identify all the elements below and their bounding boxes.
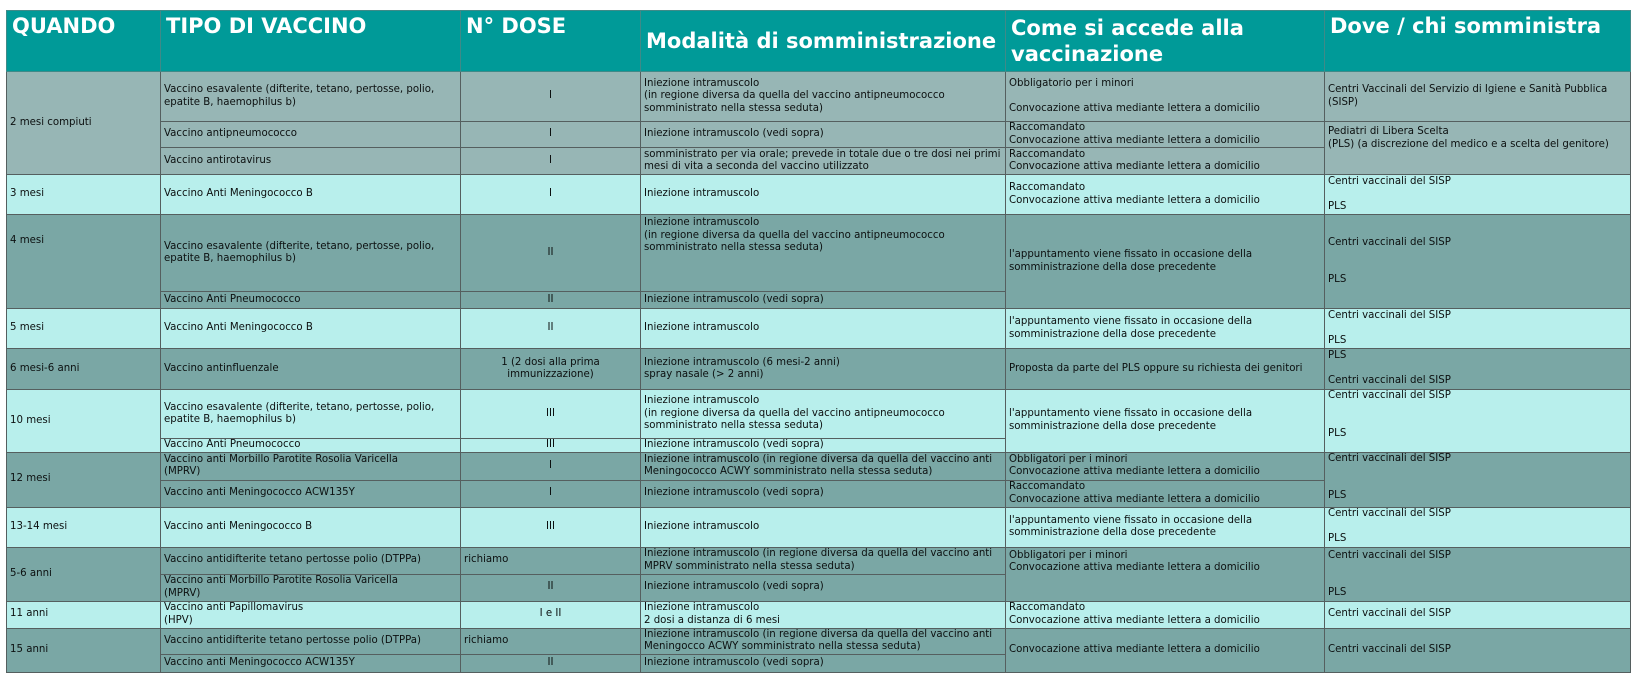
cell-accesso: Raccomandato Convocazione attiva mediante lettera a domicilio xyxy=(1006,122,1325,148)
cell-dose: III xyxy=(461,507,641,547)
table-row xyxy=(7,628,1631,654)
cell-tipo: Vaccino antidifterite tetano pertosse polio (DTPPa) xyxy=(161,547,461,574)
cell-dose: II xyxy=(461,309,641,349)
cell-modalita: Iniezione intramuscolo (in regione diversa da quella del vaccino anti Meningocco ACWY somministrato nella stessa seduta) xyxy=(641,628,1006,654)
cell-dove: Centri vaccinali del SISP PLS xyxy=(1325,507,1631,547)
cell-dose: III xyxy=(461,390,641,439)
table-row xyxy=(7,72,1631,122)
table-row xyxy=(7,390,1631,439)
cell-dose: III xyxy=(461,439,641,453)
cell-accesso: Raccomandato Convocazione attiva mediante lettera a domicilio xyxy=(1006,148,1325,175)
cell-modalita: Iniezione intramuscolo (in regione diversa da quella del vaccino antipneumococco somministrato nella stessa seduta) xyxy=(641,215,1006,292)
cell-modalita: Iniezione intramuscolo (vedi sopra) xyxy=(641,122,1006,148)
cell-quando: 5 mesi xyxy=(7,309,161,349)
header-dove: Dove / chi somministra xyxy=(1325,11,1631,72)
cell-modalita: Iniezione intramuscolo (vedi sopra) xyxy=(641,439,1006,453)
cell-accesso: l'appuntamento viene fissato in occasione della somministrazione della dose precedente xyxy=(1006,390,1325,453)
table-row xyxy=(7,175,1631,215)
cell-dove: Centri vaccinali del SISP PLS xyxy=(1325,452,1631,507)
cell-dose: richiamo xyxy=(461,547,641,574)
cell-tipo: Vaccino antidifterite tetano pertosse polio (DTPPa) xyxy=(161,628,461,654)
header-quando: QUANDO xyxy=(7,11,161,72)
cell-quando: 4 mesi xyxy=(7,215,161,309)
cell-tipo: Vaccino Anti Meningococco B xyxy=(161,175,461,215)
cell-quando: 6 mesi-6 anni xyxy=(7,349,161,390)
cell-tipo: Vaccino anti Meningococco ACW135Y xyxy=(161,480,461,507)
header-tipo: TIPO DI VACCINO xyxy=(161,11,461,72)
cell-dose: richiamo xyxy=(461,628,641,654)
cell-modalita: Iniezione intramuscolo (6 mesi-2 anni) spray nasale (> 2 anni) xyxy=(641,349,1006,390)
cell-modalita: Iniezione intramuscolo (in regione diversa da quella del vaccino anti Meningococco ACWY somministrato nella stessa seduta) xyxy=(641,452,1006,480)
cell-modalita: Iniezione intramuscolo (vedi sopra) xyxy=(641,480,1006,507)
cell-tipo: Vaccino antinfluenzale xyxy=(161,349,461,390)
table-row xyxy=(7,452,1631,480)
cell-quando: 15 anni xyxy=(7,628,161,672)
cell-quando: 2 mesi compiuti xyxy=(7,72,161,175)
cell-accesso: l'appuntamento viene fissato in occasione della somministrazione della dose precedente xyxy=(1006,215,1325,309)
table-row xyxy=(7,122,1631,148)
cell-quando: 13-14 mesi xyxy=(7,507,161,547)
cell-tipo: Vaccino anti Morbillo Parotite Rosolia Varicella (MPRV) xyxy=(161,574,461,601)
header-modalita: Modalità di somministrazione xyxy=(641,11,1006,72)
cell-tipo: Vaccino anti Papillomavirus (HPV) xyxy=(161,601,461,628)
cell-dose: I xyxy=(461,175,641,215)
cell-tipo: Vaccino esavalente (difterite, tetano, pertosse, polio, epatite B, haemophilus b) xyxy=(161,215,461,292)
cell-dove: Pediatri di Libera Scelta (PLS) (a discrezione del medico e a scelta del genitore) xyxy=(1325,122,1631,175)
cell-dove: Centri vaccinali del SISP xyxy=(1325,601,1631,628)
cell-modalita: Iniezione intramuscolo (vedi sopra) xyxy=(641,654,1006,672)
cell-tipo: Vaccino Anti Meningococco B xyxy=(161,309,461,349)
cell-dove: Centri vaccinali del SISP PLS xyxy=(1325,215,1631,309)
cell-dose: I e II xyxy=(461,601,641,628)
cell-quando: 12 mesi xyxy=(7,452,161,507)
cell-dove: Centri vaccinali del SISP PLS xyxy=(1325,547,1631,601)
cell-dove: Centri vaccinali del SISP PLS xyxy=(1325,390,1631,453)
cell-accesso: Proposta da parte del PLS oppure su richiesta dei genitori xyxy=(1006,349,1325,390)
cell-accesso: l'appuntamento viene fissato in occasione della somministrazione della dose precedente xyxy=(1006,309,1325,349)
cell-tipo: Vaccino anti Meningococco ACW135Y xyxy=(161,654,461,672)
cell-dose: II xyxy=(461,654,641,672)
cell-accesso: Convocazione attiva mediante lettera a domicilio xyxy=(1006,628,1325,672)
cell-accesso: Raccomandato Convocazione attiva mediante lettera a domicilio xyxy=(1006,480,1325,507)
cell-quando: 11 anni xyxy=(7,601,161,628)
header-accesso: Come si accede alla vaccinazione xyxy=(1006,11,1325,72)
cell-dose: I xyxy=(461,148,641,175)
cell-dose: 1 (2 dosi alla prima immunizzazione) xyxy=(461,349,641,390)
cell-accesso: Raccomandato Convocazione attiva mediante lettera a domicilio xyxy=(1006,601,1325,628)
cell-dose: I xyxy=(461,452,641,480)
table-row xyxy=(7,309,1631,349)
cell-tipo: Vaccino Anti Pneumococco xyxy=(161,439,461,453)
cell-modalita: Iniezione intramuscolo xyxy=(641,507,1006,547)
table-row xyxy=(7,507,1631,547)
cell-dove: Centri Vaccinali del Servizio di Igiene e Sanità Pubblica (SISP) xyxy=(1325,72,1631,122)
cell-dose: I xyxy=(461,72,641,122)
cell-dove: Centri vaccinali del SISP xyxy=(1325,628,1631,672)
cell-modalita: Iniezione intramuscolo 2 dosi a distanza di 6 mesi xyxy=(641,601,1006,628)
cell-dose: II xyxy=(461,574,641,601)
cell-accesso: Raccomandato Convocazione attiva mediante lettera a domicilio xyxy=(1006,175,1325,215)
cell-dose: I xyxy=(461,122,641,148)
cell-tipo: Vaccino anti Meningococco B xyxy=(161,507,461,547)
cell-tipo: Vaccino Anti Pneumococco xyxy=(161,292,461,309)
cell-dose: I xyxy=(461,480,641,507)
table-row xyxy=(7,215,1631,292)
cell-tipo: Vaccino antirotavirus xyxy=(161,148,461,175)
cell-modalita: Iniezione intramuscolo xyxy=(641,309,1006,349)
table-row xyxy=(7,601,1631,628)
cell-dove: Centri vaccinali del SISP PLS xyxy=(1325,175,1631,215)
cell-dose: II xyxy=(461,215,641,292)
header-dose: N° DOSE xyxy=(461,11,641,72)
cell-quando: 10 mesi xyxy=(7,390,161,453)
cell-modalita: Iniezione intramuscolo (vedi sopra) xyxy=(641,292,1006,309)
cell-dove: PLS Centri vaccinali del SISP xyxy=(1325,349,1631,390)
cell-modalita: Iniezione intramuscolo (in regione diversa da quella del vaccino antipneumococco somministrato nella stessa seduta) xyxy=(641,72,1006,122)
cell-modalita: somministrato per via orale; prevede in totale due o tre dosi nei primi mesi di vita a seconda del vaccino utilizzato xyxy=(641,148,1006,175)
cell-tipo: Vaccino antipneumococco xyxy=(161,122,461,148)
cell-dose: II xyxy=(461,292,641,309)
cell-modalita: Iniezione intramuscolo (in regione diversa da quella del vaccino anti MPRV somministrato nella stessa seduta) xyxy=(641,547,1006,574)
cell-quando: 3 mesi xyxy=(7,175,161,215)
header-row xyxy=(7,11,1631,72)
cell-modalita: Iniezione intramuscolo (in regione diversa da quella del vaccino antipneumococco somministrato nella stessa seduta) xyxy=(641,390,1006,439)
cell-accesso: Obbligatorio per i minori Convocazione attiva mediante lettera a domicilio xyxy=(1006,72,1325,122)
cell-modalita: Iniezione intramuscolo xyxy=(641,175,1006,215)
cell-modalita: Iniezione intramuscolo (vedi sopra) xyxy=(641,574,1006,601)
vaccination-schedule-table xyxy=(6,10,1631,673)
cell-tipo: Vaccino esavalente (difterite, tetano, pertosse, polio, epatite B, haemophilus b) xyxy=(161,390,461,439)
cell-dove: Centri vaccinali del SISP PLS xyxy=(1325,309,1631,349)
cell-tipo: Vaccino anti Morbillo Parotite Rosolia Varicella (MPRV) xyxy=(161,452,461,480)
cell-accesso: l'appuntamento viene fissato in occasione della somministrazione della dose precedente xyxy=(1006,507,1325,547)
cell-quando: 5-6 anni xyxy=(7,547,161,601)
cell-accesso: Obbligatori per i minori Convocazione attiva mediante lettera a domicilio xyxy=(1006,452,1325,480)
table-row xyxy=(7,349,1631,390)
table-row xyxy=(7,547,1631,574)
cell-tipo: Vaccino esavalente (difterite, tetano, pertosse, polio, epatite B, haemophilus b) xyxy=(161,72,461,122)
cell-accesso: Obbligatori per i minori Convocazione attiva mediante lettera a domicilio xyxy=(1006,547,1325,601)
